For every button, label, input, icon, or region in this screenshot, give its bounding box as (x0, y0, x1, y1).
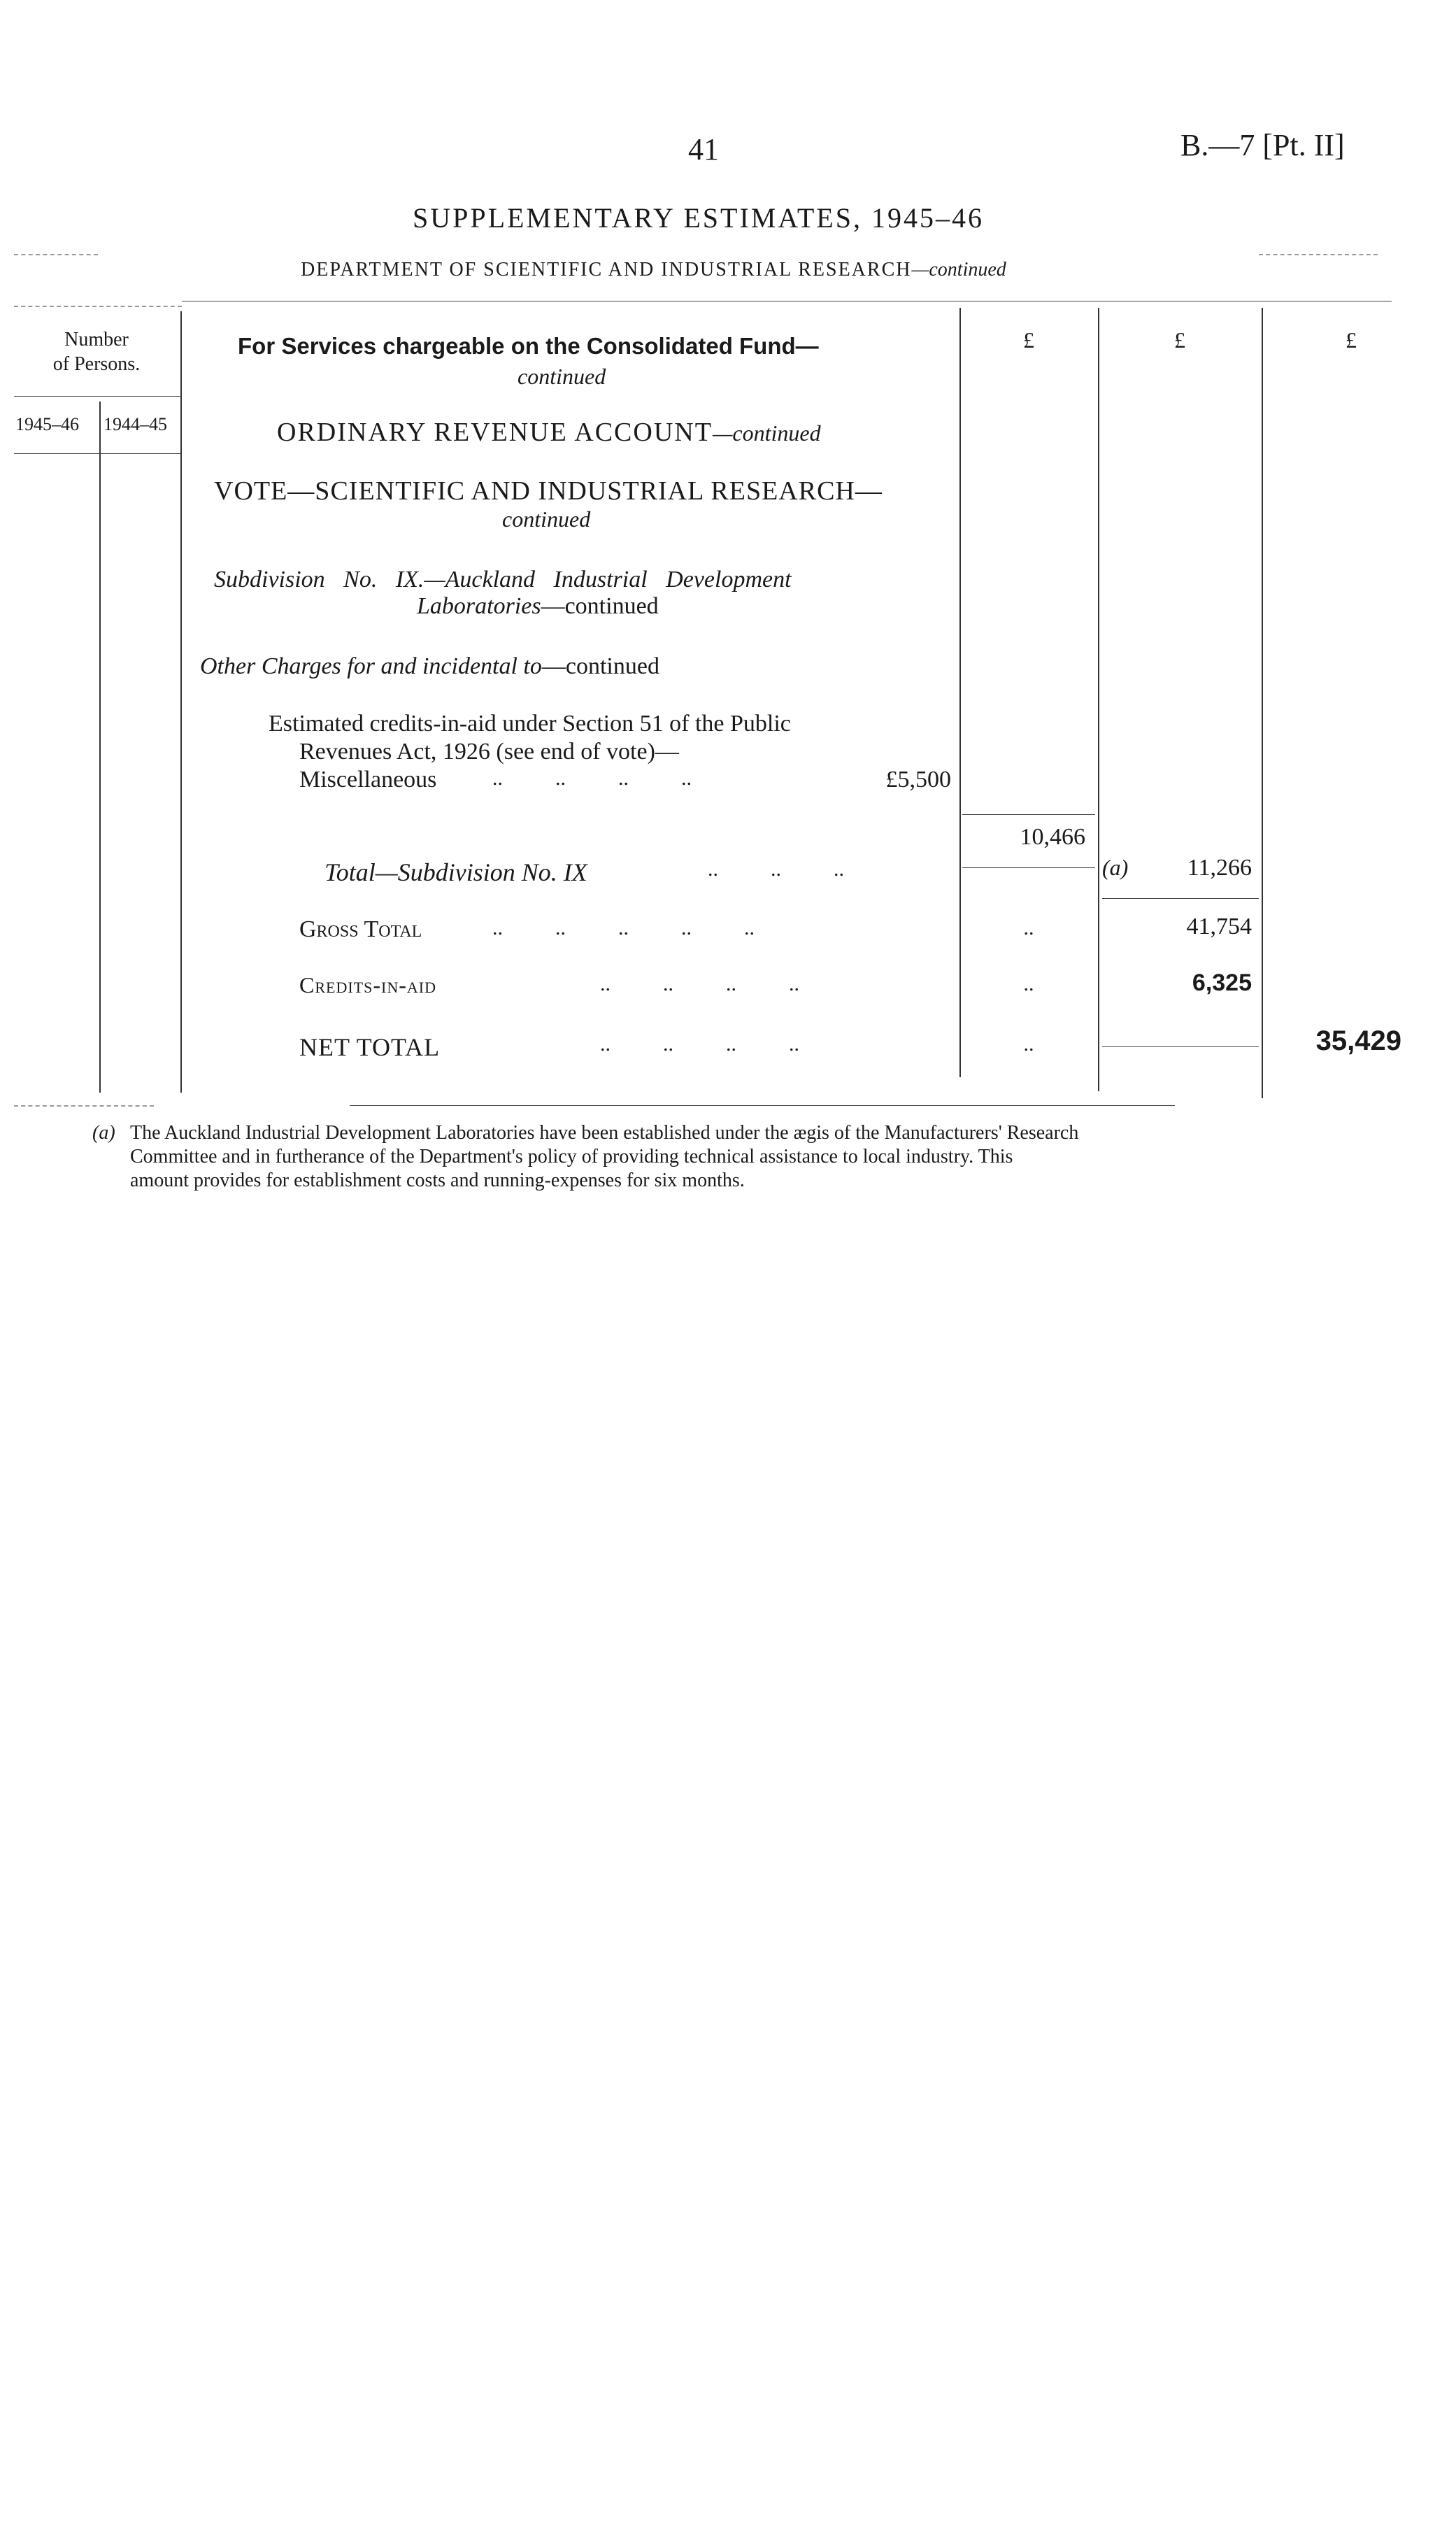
vote-continued: continued (502, 506, 591, 532)
account-heading (277, 417, 821, 448)
total-subdivision-dots: .. .. .. (708, 858, 844, 881)
currency-header-2: £ (1174, 327, 1185, 353)
department-heading (301, 259, 1006, 281)
other-charges-heading (200, 653, 659, 680)
page-title: SUPPLEMENTARY ESTIMATES, 1945–46 (413, 202, 984, 234)
persons-header-line1: Number (64, 329, 129, 350)
net-total-col1: .. (1023, 1032, 1034, 1056)
subtotal-top-rule (962, 814, 1095, 815)
subdivision-continued: —continued (541, 593, 659, 619)
gross-total-value: 41,754 (1186, 914, 1252, 939)
gross-total-dots: .. .. .. .. .. (492, 916, 755, 939)
net-total-dots: .. .. .. .. (600, 1032, 799, 1056)
net-total-value: 35,429 (1315, 1025, 1401, 1056)
year-divider (99, 402, 101, 455)
account-continued: —continued (712, 420, 821, 446)
subdivision-laboratories: Laboratories (417, 593, 541, 619)
gross-total-label: Gross Total (299, 916, 422, 942)
department-name: DEPARTMENT OF SCIENTIFIC AND INDUSTRIAL RESEARCH (301, 259, 912, 280)
footnote-line2: Committee and in furtherance of the Department's policy of providing technical assistance to local industry. This (130, 1146, 1013, 1167)
footnote-line3: amount provides for establishment costs and running-expenses for six months. (130, 1170, 745, 1191)
total-note-marker: (a) (1102, 855, 1129, 880)
page-number: 41 (688, 132, 719, 166)
subtotal-bottom-rule (962, 867, 1095, 868)
total-subdivision-label: Total—Subdivision No. IX (324, 858, 587, 886)
total-subdivision-value: 11,266 (1187, 855, 1252, 881)
other-charges-label: Other Charges for and incidental to (200, 653, 542, 679)
account-title: ORDINARY REVENUE ACCOUNT (277, 418, 713, 447)
net-total-rule (1102, 1046, 1259, 1047)
services-continued: continued (518, 364, 606, 389)
header-rule-right (1259, 254, 1378, 255)
footnote-marker: (a) (92, 1122, 115, 1144)
col-divider-persons (99, 402, 101, 1093)
subtotal-value: 10,466 (1020, 824, 1085, 850)
year-1944-45: 1944–45 (104, 414, 167, 434)
net-total-label: NET TOTAL (299, 1033, 441, 1061)
subdivision-heading-line2 (417, 593, 659, 620)
col-divider-amount-2 (1098, 308, 1099, 1091)
table-bottom-rule-left (14, 1105, 154, 1107)
currency-header-3: £ (1346, 327, 1357, 353)
gross-total-col1: .. (1023, 916, 1034, 939)
table-top-rule-left (14, 306, 182, 307)
document-reference: B.—7 [Pt. II] (1180, 128, 1345, 162)
col-divider-description (180, 311, 182, 1093)
credits-in-aid-value: 6,325 (1192, 970, 1252, 996)
total-rule (1102, 898, 1259, 899)
misc-label: Miscellaneous (299, 767, 437, 793)
col-divider-amount-3 (1262, 308, 1263, 1098)
table-bottom-rule (350, 1105, 1175, 1106)
header-rule-left (14, 254, 98, 255)
other-charges-continued: —continued (541, 653, 659, 679)
department-continued: —continued (911, 259, 1006, 280)
misc-dots: .. .. .. .. (492, 767, 692, 790)
credits-in-aid-description: Estimated credits-in-aid under Section 51 of the Public (269, 711, 791, 737)
subdivision-heading: Subdivision No. IX.—Auckland Industrial Development (214, 567, 792, 592)
year-1945-46: 1945–46 (15, 414, 79, 434)
persons-header-line2: of Persons. (52, 353, 141, 375)
persons-header-rule (14, 396, 180, 397)
col-divider-amount-1 (959, 308, 961, 1077)
vote-heading: VOTE—SCIENTIFIC AND INDUSTRIAL RESEARCH— (214, 476, 883, 506)
year-row-rule (14, 453, 180, 454)
currency-header-1: £ (1023, 327, 1034, 353)
misc-amount: £5,500 (885, 767, 951, 793)
credits-in-aid-label: Credits-in-aid (299, 972, 436, 997)
footnote-line1: The Auckland Industrial Development Laboratories have been established under the ægis of the Manufacturers' Research (130, 1122, 1079, 1144)
credits-in-aid-dots: .. .. .. .. (600, 972, 799, 995)
services-heading: For Services chargeable on the Consolidated Fund— (238, 333, 819, 359)
credits-in-aid-description-line2: Revenues Act, 1926 (see end of vote)— (299, 739, 679, 765)
credits-in-aid-col1: .. (1023, 972, 1034, 995)
